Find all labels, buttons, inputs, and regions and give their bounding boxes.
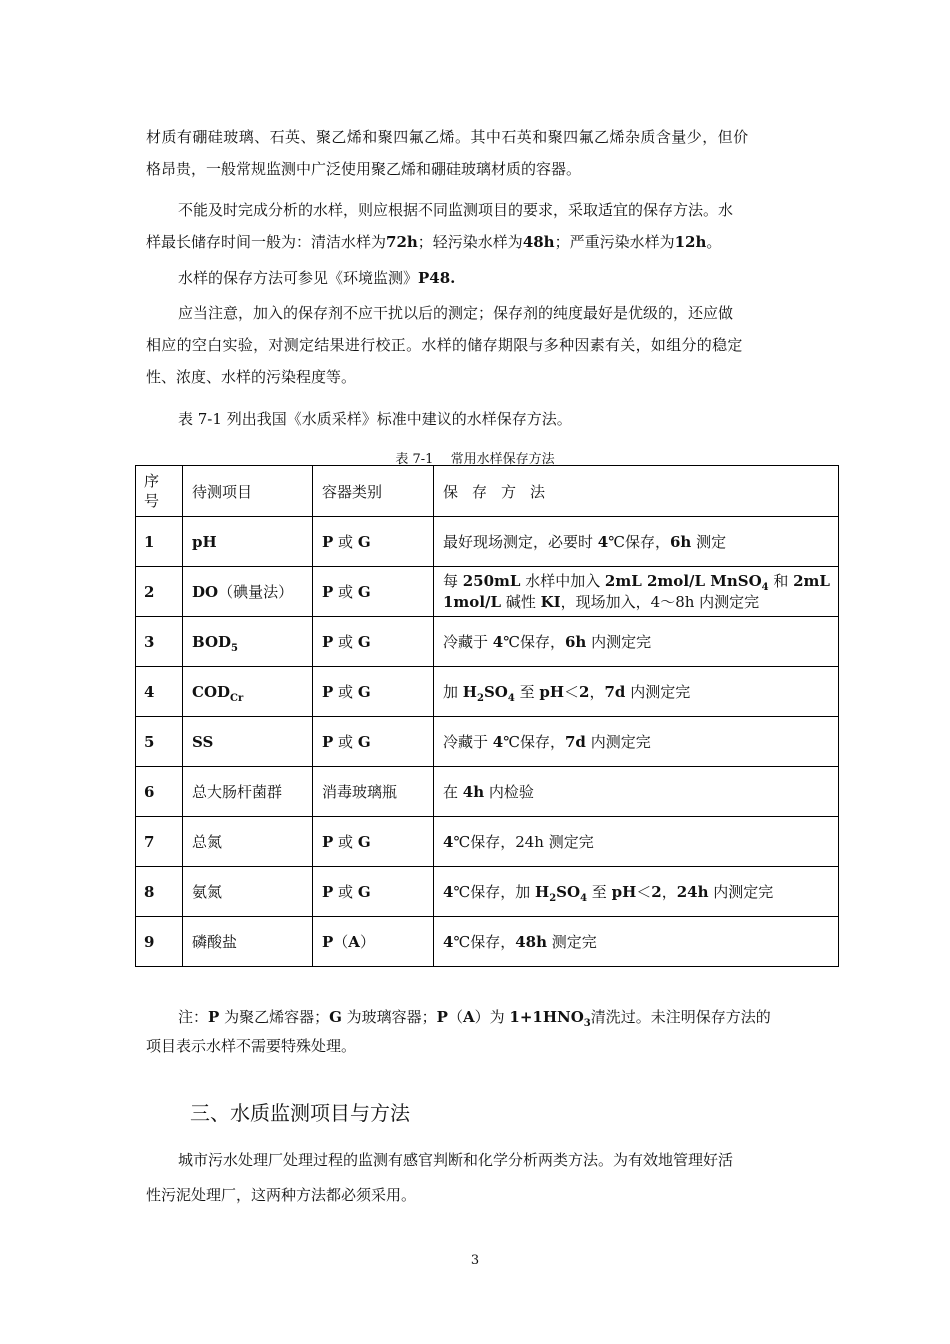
- row-item: pH: [183, 517, 313, 567]
- row-method: 冷藏于 4℃保存，7d 内测定完: [434, 717, 839, 767]
- row-container: P 或 G: [313, 867, 434, 917]
- text-line: 材质有硼硅玻璃、石英、聚乙烯和聚四氟乙烯。其中石英和聚四氟乙烯杂质含量少，但价: [146, 128, 749, 146]
- row-method: 4℃保存，48h 测定完: [434, 917, 839, 967]
- table-row: [136, 817, 839, 867]
- row-item: $COD_{Cr}$: [183, 667, 313, 717]
- row-item: 氨氮: [183, 867, 313, 917]
- row-number: 9: [136, 917, 183, 967]
- table-row: [136, 567, 839, 617]
- row-item: $BOD_5$: [183, 617, 313, 667]
- row-method: 在 4h 内检验: [434, 767, 839, 817]
- row-container: P（A）: [313, 917, 434, 967]
- row-number: 5: [136, 717, 183, 767]
- table-row: [136, 867, 839, 917]
- text-line: 格昂贵，一般常规监测中广泛使用聚乙烯和硼硅玻璃材质的容器。: [146, 160, 582, 178]
- table-note: [146, 1008, 810, 1056]
- text-line: 性污泥处理厂，这两种方法都必须采用。: [146, 1186, 417, 1204]
- header-method: 保存方法: [434, 466, 839, 517]
- row-container: P 或 G: [313, 617, 434, 667]
- page-number: 3: [470, 1253, 480, 1268]
- row-method: 4℃保存，加 $H_2SO_4$ 至 pH＜2，24h 内测定完: [434, 867, 839, 917]
- header-item: 待测项目: [183, 466, 313, 517]
- table-row: [136, 767, 839, 817]
- row-item: DO（碘量法）: [183, 567, 313, 617]
- text-line: 水样的保存方法可参见《环境监测》P48.: [178, 269, 456, 287]
- paragraph-materials: [146, 128, 810, 179]
- text-line: 城市污水处理厂处理过程的监测有感官判断和化学分析两类方法。为有效地管理好活: [178, 1151, 734, 1169]
- paragraph-storage-time: [146, 201, 810, 252]
- row-method: [434, 567, 839, 617]
- row-container: 消毒玻璃瓶: [313, 767, 434, 817]
- row-number: 3: [136, 617, 183, 667]
- text-line: 相应的空白实验，对测定结果进行校正。水样的储存期限与多种因素有关，如组分的稳定: [146, 336, 743, 354]
- table-header-row: [136, 466, 839, 517]
- row-item: SS: [183, 717, 313, 767]
- row-container: P 或 G: [313, 667, 434, 717]
- row-item: 磷酸盐: [183, 917, 313, 967]
- row-method: 最好现场测定，必要时 4℃保存，6h 测定: [434, 517, 839, 567]
- row-number: 8: [136, 867, 183, 917]
- paragraph-reference: [146, 269, 810, 288]
- row-container: P 或 G: [313, 817, 434, 867]
- paragraph-table-intro: [146, 410, 810, 429]
- preservation-table: [135, 465, 839, 967]
- row-number: 6: [136, 767, 183, 817]
- paragraph-monitoring: [146, 1151, 810, 1205]
- text-line: 样最长储存时间一般为：清洁水样为72h；轻污染水样为48h；严重污染水样为12h。: [146, 233, 722, 251]
- row-method: 加 $H_2SO_4$ 至 pH＜2，7d 内测定完: [434, 667, 839, 717]
- row-number: 7: [136, 817, 183, 867]
- table-row: [136, 617, 839, 667]
- table-row: [136, 917, 839, 967]
- text-line: 注：P 为聚乙烯容器；G 为玻璃容器；P（A）为 $1+1HNO_3$清洗过。未注明保存方法的: [178, 1008, 771, 1029]
- row-container: P 或 G: [313, 567, 434, 617]
- text-line: 性、浓度、水样的污染程度等。: [146, 368, 357, 386]
- row-number: 4: [136, 667, 183, 717]
- header-seq: 序 号: [136, 466, 183, 517]
- row-container: P 或 G: [313, 717, 434, 767]
- table-row: [136, 517, 839, 567]
- table-row: [136, 667, 839, 717]
- section-heading: 三、水质监测项目与方法: [190, 1101, 410, 1125]
- row-number: 1: [136, 517, 183, 567]
- row-method: 冷藏于 4℃保存，6h 内测定完: [434, 617, 839, 667]
- table-row: [136, 717, 839, 767]
- method-line: 1mol/L 碱性 KI，现场加入，4～8h 内测定完: [443, 592, 760, 611]
- table-caption: 表 7-1 常用水样保存方法: [395, 452, 555, 467]
- row-container: P 或 G: [313, 517, 434, 567]
- row-item: 总氮: [183, 817, 313, 867]
- paragraph-preservative: [146, 304, 810, 387]
- row-item: 总大肠杆菌群: [183, 767, 313, 817]
- text-line: 应当注意，加入的保存剂不应干扰以后的测定；保存剂的纯度最好是优级的，还应做: [178, 304, 734, 322]
- row-number: 2: [136, 567, 183, 617]
- method-line: 每 250mL 水样中加入 2mL 2mol/L MnSO$_4$ 和 2mL: [443, 571, 830, 593]
- text-line: 表 7-1 列出我国《水质采样》标准中建议的水样保存方法。: [178, 410, 572, 428]
- row-method: 4℃保存，24h 测定完: [434, 817, 839, 867]
- text-line: 不能及时完成分析的水样，则应根据不同监测项目的要求，采取适宜的保存方法。水: [178, 201, 734, 219]
- text-line: 项目表示水样不需要特殊处理。: [146, 1037, 357, 1055]
- header-container: 容器类别: [313, 466, 434, 517]
